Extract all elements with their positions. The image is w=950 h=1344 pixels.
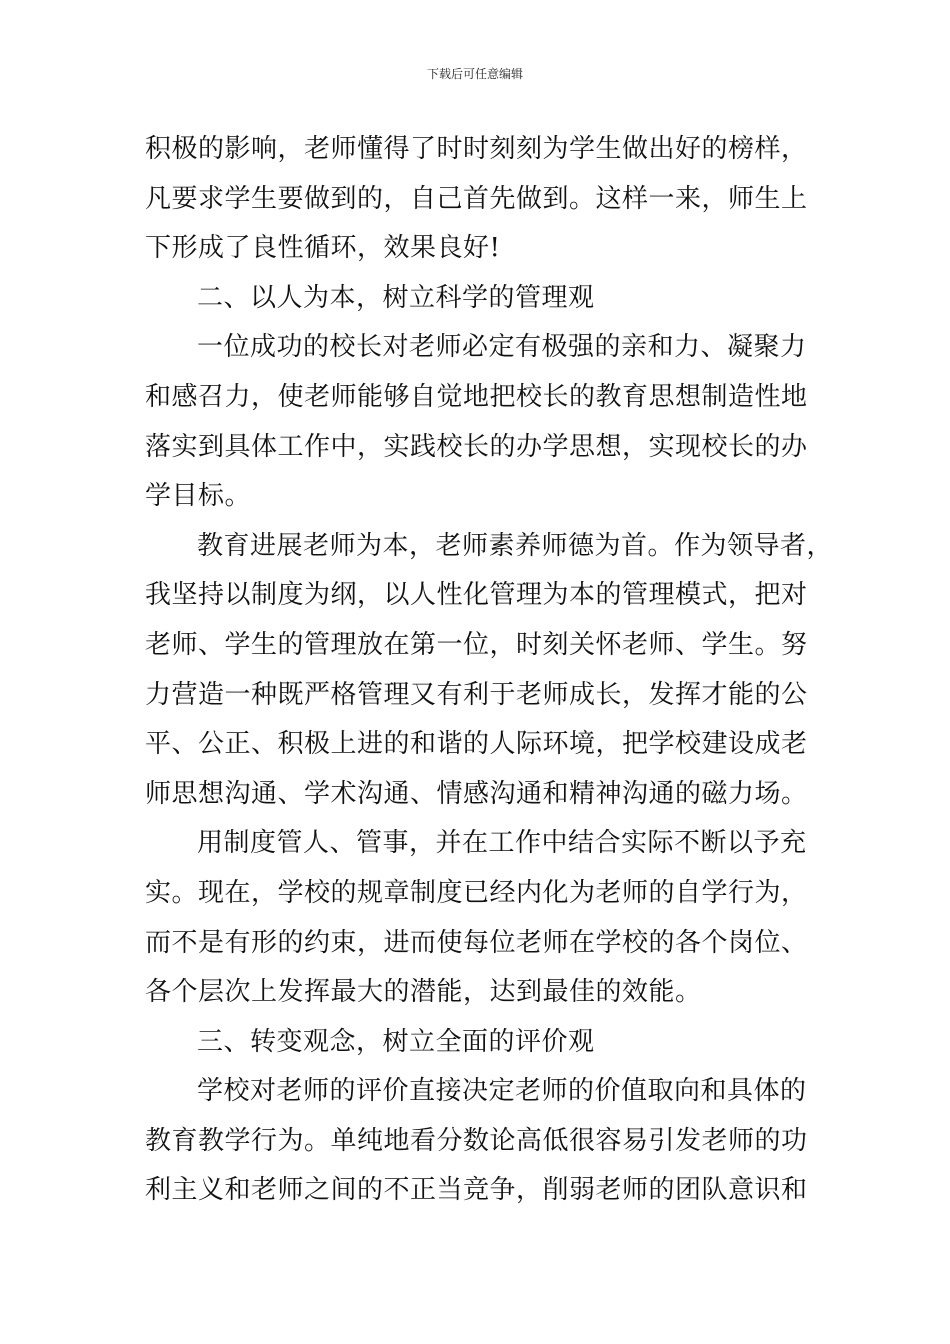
paragraph-4: [145, 522, 834, 820]
text-line: 老师、学生的管理放在第一位，时刻关怀老师、学生。努: [145, 629, 808, 660]
text-line: 一位成功的校长对老师必定有极强的亲和力、凝聚力: [197, 332, 807, 363]
text-line: 学目标。: [145, 481, 252, 512]
document-body: [145, 125, 834, 1216]
header-note: 下载后可任意编辑: [426, 67, 523, 81]
text-line: 凡要求学生要做到的，自己首先做到。这样一来，师生上: [145, 183, 808, 214]
text-line: 学校对老师的评价直接决定老师的价值取向和具体的: [197, 1076, 807, 1107]
text-line: 力营造一种既严格管理又有利于老师成长，发挥才能的公: [145, 679, 808, 710]
heading-line: 三、转变观念，树立全面的评价观: [197, 1026, 595, 1057]
text-line: 实。现在，学校的规章制度已经内化为老师的自学行为，: [145, 877, 808, 908]
text-line: 师思想沟通、学术沟通、情感沟通和精神沟通的磁力场。: [145, 778, 808, 809]
text-line: 教育教学行为。单纯地看分数论高低很容易引发老师的功: [145, 1125, 808, 1156]
text-line: 教育进展老师为本，老师素养师德为首。作为领导者，: [197, 530, 834, 561]
text-line: 用制度管人、管事，并在工作中结合实际不断以予充: [197, 828, 807, 859]
text-line: 而不是有形的约束，进而使每位老师在学校的各个岗位、: [145, 927, 808, 958]
text-line: 各个层次上发挥最大的潜能，达到最佳的效能。: [145, 977, 702, 1008]
paragraph-1: [145, 125, 810, 274]
heading-line: 二、以人为本，树立科学的管理观: [197, 282, 595, 313]
text-line: 平、公正、积极上进的和谐的人际环境，把学校建设成老: [145, 729, 808, 760]
text-line: 利主义和老师之间的不正当竞争，削弱老师的团队意识和: [145, 1175, 808, 1206]
section-heading-2: [145, 274, 810, 324]
paragraph-7: [145, 1067, 810, 1216]
paragraph-3: [145, 323, 810, 521]
text-line: 我坚持以制度为纲，以人性化管理为本的管理模式，把对: [145, 580, 808, 611]
text-line: 下形成了良性循环，效果良好!: [145, 233, 501, 264]
text-line: 落实到具体工作中，实践校长的办学思想，实现校长的办: [145, 431, 808, 462]
section-heading-6: [145, 1018, 810, 1068]
text-line: 和感召力，使老师能够自觉地把校长的教育思想制造性地: [145, 381, 808, 412]
paragraph-5: [145, 819, 810, 1017]
text-line: 积极的影响，老师懂得了时时刻刻为学生做出好的榜样，: [145, 134, 808, 164]
